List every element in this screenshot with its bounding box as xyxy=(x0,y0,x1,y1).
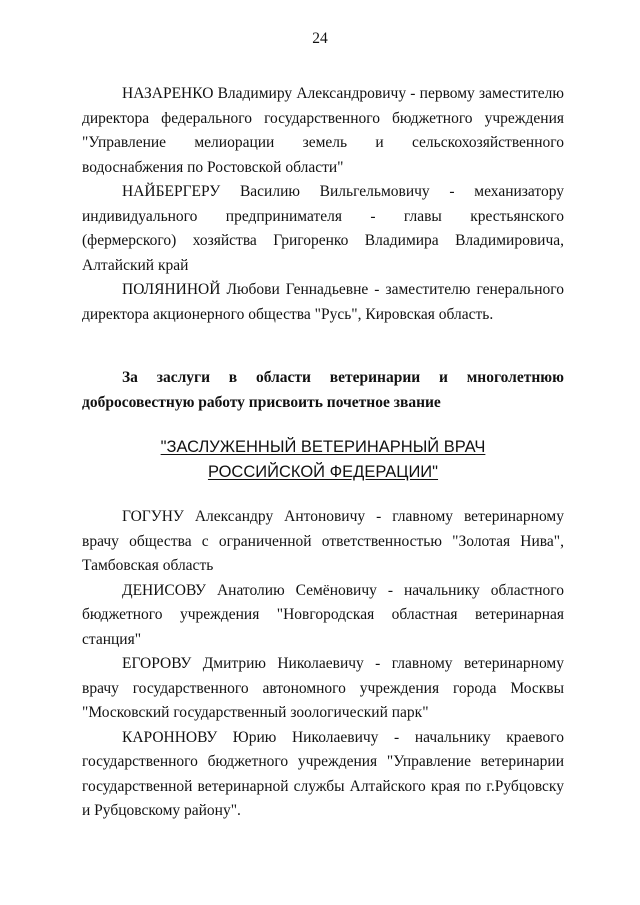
award-heading-line: За заслуги в области ветеринарии и многолетнюю xyxy=(122,369,564,386)
page-number: 24 xyxy=(312,30,328,47)
awardee-paragraph: ГОГУНУ Александру Антоновичу - главному ветеринарному врачу общества с ограниченной ответственностью "Золотая Нива", Тамбовская область xyxy=(82,508,564,574)
awardee-paragraph: НАЗАРЕНКО Владимиру Александровичу - первому заместителю директора федерального государственного бюджетного учреждения "Управление мелиорации земель и сельскохозяйственного водоснабжения по Ростовской области" xyxy=(82,85,564,176)
honorary-title-line: "ЗАСЛУЖЕННЫЙ ВЕТЕРИНАРНЫЙ ВРАЧ xyxy=(160,438,486,456)
awardees-block-1 xyxy=(82,82,564,327)
awardees-block-2 xyxy=(82,505,564,824)
awardee-paragraph: ПОЛЯНИНОЙ Любови Геннадьевне - заместителю генерального директора акционерного общества "Русь", Кировская область. xyxy=(82,281,564,323)
award-heading xyxy=(82,366,564,415)
awardee-paragraph: КАРОННОВУ Юрию Николаевичу - начальнику краевого государственного бюджетного учреждения "Управление ветеринарии государственной ветеринарной службы Алтайского края по г.Рубцовску и Рубцовскому району". xyxy=(82,728,564,819)
honorary-title xyxy=(82,435,564,485)
honorary-title-line: РОССИЙСКОЙ ФЕДЕРАЦИИ" xyxy=(207,463,439,481)
awardee-paragraph: ДЕНИСОВУ Анатолию Семёновичу - начальнику областного бюджетного учреждения "Новгородская областная ветеринарная станция" xyxy=(82,581,564,648)
awardee-paragraph: НАЙБЕРГЕРУ Василию Вильгельмовичу - механизатору индивидуального предпринимателя - главы крестьянского (фермерского) хозяйства Григоренко Владимира Владимировича, Алтайский край xyxy=(82,183,564,274)
award-heading-line: добросовестную работу присвоить почетное звание xyxy=(82,393,441,411)
awardee-paragraph: ЕГОРОВУ Дмитрию Николаевичу - главному ветеринарному врачу государственного автономного учреждения города Москвы "Московский государственный зоологический парк" xyxy=(82,655,564,721)
